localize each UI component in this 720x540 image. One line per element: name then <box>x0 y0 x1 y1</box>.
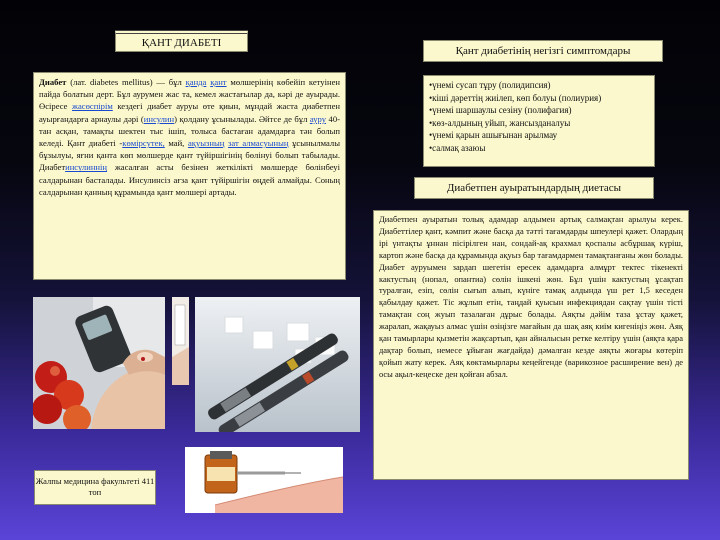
diet-text-box: Диабетпен ауыратын толық адамдар алдымен артық салмақтан арылуы керек. Диабеттілер қант, кәмпит және басқа да тәтті тағамдарды шпеулері қажет. Олардың ірі үнтақты ұннан пісірілген нан, сондай-ақ крахмал қоспалы асбұршақ күріш, картоп және басқа да құрамында ақуыз бар тағамдармен тамақтанғаны жөн болады. Диабет ауруымен зардап шегетін ересек адамдарға алмұрт тектес тікенекті кактустың (нопал, опантиа) сөлін ішкені жөн. Бұл үшін кактустың ұсақтап туралған, езіп, сөлін сығып алып, күніге тамақ алдында үш рет 1,5 кеседен қабылдау қажет. Тіс жұлып етін, таңдай қуысын инфекциядан сақтау үшін тісті тамақтан соң жуып тазалаған дұрыс болады. Аяқты дәйім таза ұстау қажет, жаралап, жақауыз алмас үшін өзіңізге мағайын да шақ аяқ киім кигеніңіз жөн. Аяқ қан тамырлары қызметін жақсартып, қан айналысын ретке келтіру үшін (аяқта қара дақтар болып, немесе ұйыған жағдайда) дәмалған кезде аяқты жоғары көтеріп қойып жату керек. Аяқ көктамырлары кеңейгенде (варикозное расширение вен) де осы ақыл-кеңеске ден қойған абзал. <box>373 210 689 480</box>
slide-title: ҚАНТ ДИАБЕТІ <box>115 30 248 52</box>
link-disease[interactable]: ауру <box>309 113 327 124</box>
text-run: май, <box>164 138 188 149</box>
injection-photo <box>172 297 189 385</box>
link-protein[interactable]: ақуызның <box>187 138 225 149</box>
link-adolescent[interactable]: жасөспірім <box>72 101 113 112</box>
faculty-label: Жалпы медицина факультеті 411 топ <box>34 470 156 505</box>
list-item: •салмақ азаюы <box>429 142 486 153</box>
text-run: (лат. diabetes mellitus) — бұл <box>66 77 186 87</box>
link-blood[interactable]: қанда <box>185 77 207 87</box>
list-item: •үнемі сусап тұру (полидипсия) <box>429 80 551 90</box>
link-insulin-2[interactable]: инсулиннің <box>65 162 107 173</box>
text-run: мөлшерінің көбейіп кетуінен пайда болатын дерт. Бұл аурумен жас та, кемел жастағылар да, кәрі де ауырады. Өсіресе <box>39 77 340 112</box>
insulin-pens-photo <box>195 297 360 432</box>
link-carbohydrate[interactable]: көмірсутек, <box>122 138 165 149</box>
text-run: ) қолдану ұсынылады. Әйтсе де бұл <box>174 113 310 124</box>
symptoms-heading: Қант диабетінің негізгі симптомдары <box>423 40 663 62</box>
text-run: ұсынылмалы бұзылуы, яғни қанта көп мөлшерде қант түйіршігінің бөлінуі болып табылады. Диабет <box>39 138 340 173</box>
link-insulin[interactable]: инсулин <box>143 113 175 124</box>
symptoms-list <box>429 79 649 155</box>
glucometer-photo <box>33 297 165 429</box>
link-metabolism[interactable]: зат алмасуының <box>228 138 289 149</box>
list-item: •кіші дәреттің жиілеп, көп болуы (полиурия) <box>429 92 602 103</box>
insulin-vial-photo <box>185 447 343 513</box>
text-run: 40-тан асқан, тамақты шектен тыс ішіп, толыса бастаған адамдарға тән болып келеді. Қант диабеті - <box>39 113 340 149</box>
text-run: жасалған асты безінен жеткілікті мөлшерде бөлінбеуі салдарынан басталады. Инсулинсіз ағза қант түйіршігін өңдей алмайды. Соның салдарынан қанның құрамында қант мөлшері артады. <box>39 162 340 197</box>
definition-text-box <box>33 72 346 280</box>
diet-heading: Диабетпен ауыратындардың диетасы <box>414 177 654 199</box>
symptoms-list-box <box>423 75 655 167</box>
link-sugar[interactable]: қант <box>210 77 227 87</box>
list-item: •үнемі қарын ашығынан арылмау <box>429 130 558 141</box>
term-diabetes: Диабет <box>39 77 67 87</box>
text-run: кездегі диабет ауруы өте қиын, мұндай жаста диабетпен ауырғандарға арнаулы дәрі ( <box>39 101 340 124</box>
list-item: •көз-алдының уйып, жансызданалуы <box>429 117 571 128</box>
list-item: •үнемі шаршаулы сезіну (полифагия) <box>429 105 572 116</box>
